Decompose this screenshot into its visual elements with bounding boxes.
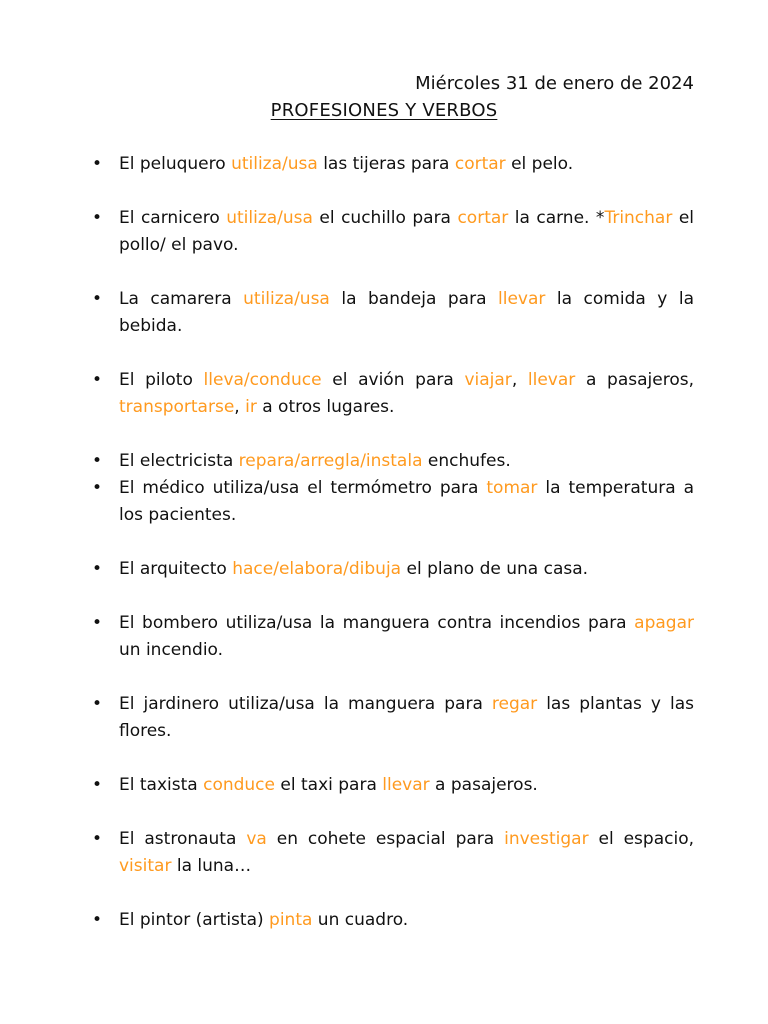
item-text: El carnicero <box>119 208 227 228</box>
highlighted-verb: utiliza/usa <box>226 208 313 228</box>
highlighted-verb: viajar <box>464 370 512 390</box>
item-text: , <box>234 397 246 417</box>
item-text: El taxista <box>119 775 204 795</box>
list-item <box>92 475 694 529</box>
bullet-icon: • <box>92 154 103 174</box>
item-text: El médico utiliza/usa el termómetro para <box>119 478 487 498</box>
highlighted-verb: utiliza/usa <box>231 154 318 174</box>
item-text: El peluquero <box>119 154 232 174</box>
highlighted-verb: lleva/conduce <box>203 370 322 390</box>
bullet-icon: • <box>92 775 103 795</box>
highlighted-verb: llevar <box>527 370 576 390</box>
profession-list <box>92 151 694 961</box>
item-text: la temperatura a los pacientes. <box>119 478 694 525</box>
highlighted-verb: cortar <box>454 154 506 174</box>
document-title: PROFESIONES Y VERBOS <box>270 100 498 121</box>
highlighted-verb: regar <box>491 694 538 714</box>
highlighted-verb: llevar <box>498 289 546 309</box>
highlighted-verb: repara/arregla/instala <box>238 451 423 471</box>
highlighted-verb: hace/elabora/dibuja <box>232 559 402 579</box>
list-item <box>92 367 694 421</box>
highlighted-verb: transportarse <box>119 397 235 417</box>
highlighted-verb: apagar <box>634 613 694 633</box>
item-text: el cuchillo para <box>312 208 458 228</box>
highlighted-verb: llevar <box>382 775 430 795</box>
item-text: el plano de una casa. <box>401 559 589 579</box>
item-text: El bombero utiliza/usa la manguera contra incendios para <box>119 613 635 633</box>
bullet-icon: • <box>92 478 103 498</box>
item-text: las tijeras para <box>317 154 455 174</box>
highlighted-verb: tomar <box>486 478 538 498</box>
item-text: la carne. * <box>508 208 605 228</box>
item-text: un incendio. <box>119 640 224 660</box>
list-item <box>92 772 694 799</box>
highlighted-verb: pinta <box>269 910 313 930</box>
bullet-icon: • <box>92 613 103 633</box>
list-item <box>92 151 694 178</box>
bullet-icon: • <box>92 289 103 309</box>
item-text: la luna… <box>171 856 252 876</box>
list-item <box>92 556 694 583</box>
highlighted-verb: visitar <box>119 856 172 876</box>
item-text: El astronauta <box>119 829 247 849</box>
item-text: El pintor (artista) <box>119 910 270 930</box>
bullet-icon: • <box>92 451 103 471</box>
item-text: el pollo/ el pavo. <box>119 208 695 255</box>
item-text: enchufes. <box>422 451 511 471</box>
bullet-icon: • <box>92 208 103 228</box>
item-text: a pasajeros. <box>429 775 538 795</box>
item-text: el pelo. <box>505 154 574 174</box>
item-text: El piloto <box>119 370 204 390</box>
item-text: el avión para <box>321 370 465 390</box>
bullet-icon: • <box>92 829 103 849</box>
bullet-icon: • <box>92 694 103 714</box>
highlighted-verb: cortar <box>457 208 509 228</box>
highlighted-verb: Trinchar <box>604 208 673 228</box>
highlighted-verb: utiliza/usa <box>243 289 330 309</box>
list-item <box>92 907 694 934</box>
list-item <box>92 610 694 664</box>
item-text: el espacio, <box>588 829 695 849</box>
bullet-icon: • <box>92 370 103 390</box>
item-text: la comida y la bebida. <box>119 289 694 336</box>
list-item <box>92 826 694 880</box>
highlighted-verb: va <box>246 829 267 849</box>
document-date: Miércoles 31 de enero de 2024 <box>415 73 694 94</box>
item-text: El arquitecto <box>119 559 233 579</box>
highlighted-verb: ir <box>245 397 257 417</box>
highlighted-verb: investigar <box>504 829 589 849</box>
item-text: El electricista <box>119 451 239 471</box>
list-item <box>92 205 694 259</box>
bullet-icon: • <box>92 910 103 930</box>
bullet-icon: • <box>92 559 103 579</box>
item-text: La camarera <box>119 289 244 309</box>
item-text: , <box>511 370 528 390</box>
item-text: las plantas y las flores. <box>119 694 694 741</box>
item-text: el taxi para <box>275 775 383 795</box>
item-text: un cuadro. <box>312 910 409 930</box>
item-text: en cohete espacial para <box>266 829 505 849</box>
item-text: El jardinero utiliza/usa la manguera para <box>119 694 492 714</box>
list-item <box>92 448 694 475</box>
item-text: a pasajeros, <box>575 370 695 390</box>
item-text: a otros lugares. <box>256 397 395 417</box>
item-text: la bandeja para <box>329 289 499 309</box>
list-item <box>92 286 694 340</box>
list-item <box>92 691 694 745</box>
highlighted-verb: conduce <box>203 775 275 795</box>
